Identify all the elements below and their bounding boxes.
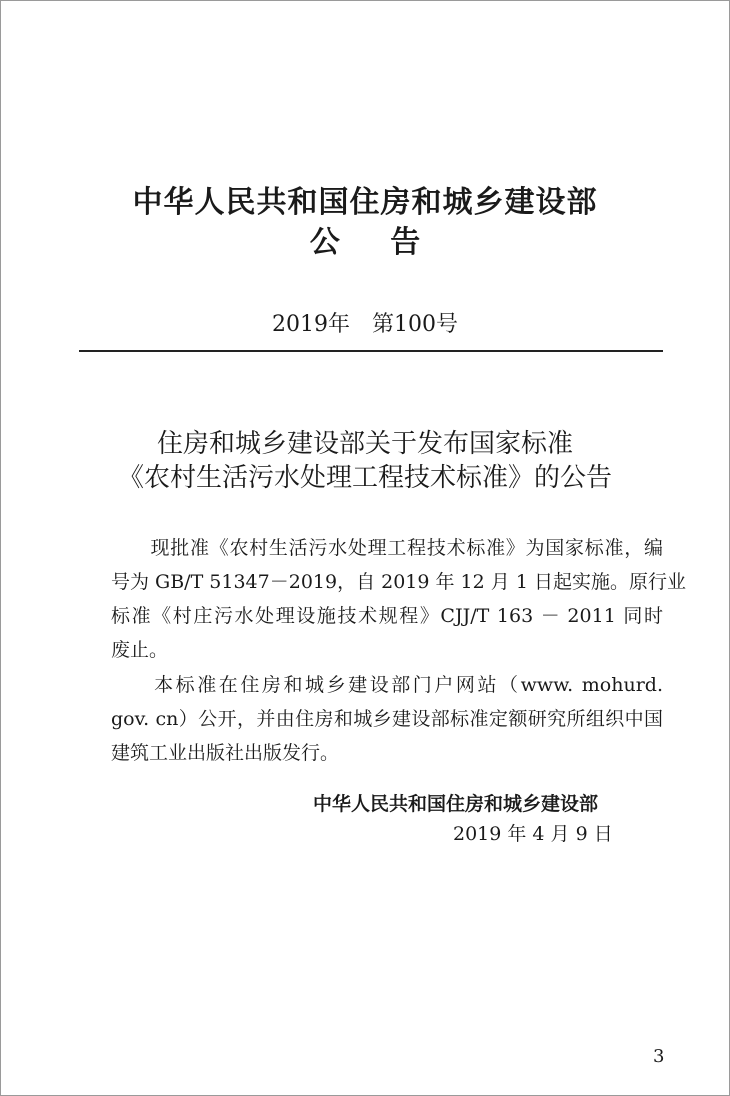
subject-line-1: 住房和城乡建设部关于发布国家标准 <box>156 429 573 459</box>
body-line: 现批准《农村生活污水处理工程技术标准》为国家标准，编 <box>111 537 663 559</box>
body-line: gov. cn）公开，并由住房和城乡建设部标准定额研究所组织中国 <box>111 708 663 730</box>
signature-org: 中华人民共和国住房和城乡建设部 <box>313 793 599 815</box>
issuer-heading: 中华人民共和国住房和城乡建设部 <box>132 185 598 220</box>
document-number: 2019年 第100号 <box>272 312 458 337</box>
body-line: 建筑工业出版社出版发行。 <box>111 742 340 764</box>
document-type-heading: 公 告 <box>309 225 421 260</box>
header-divider <box>79 350 663 352</box>
subject-line-2: 《农村生活污水处理工程技术标准》的公告 <box>117 463 612 493</box>
page-number: 3 <box>653 1046 665 1067</box>
body-line: 号为 GB/T 51347－2019，自 2019 年 12 月 1 日起实施。原行业 <box>111 571 686 593</box>
body-line: 本标准在住房和城乡建设部门户网站（www. mohurd. <box>111 674 663 696</box>
body-line: 废止。 <box>111 639 169 661</box>
signature-date: 2019 年 4 月 9 日 <box>453 823 613 845</box>
body-line: 标准《村庄污水处理设施技术规程》CJJ/T 163 － 2011 同时 <box>111 605 663 627</box>
